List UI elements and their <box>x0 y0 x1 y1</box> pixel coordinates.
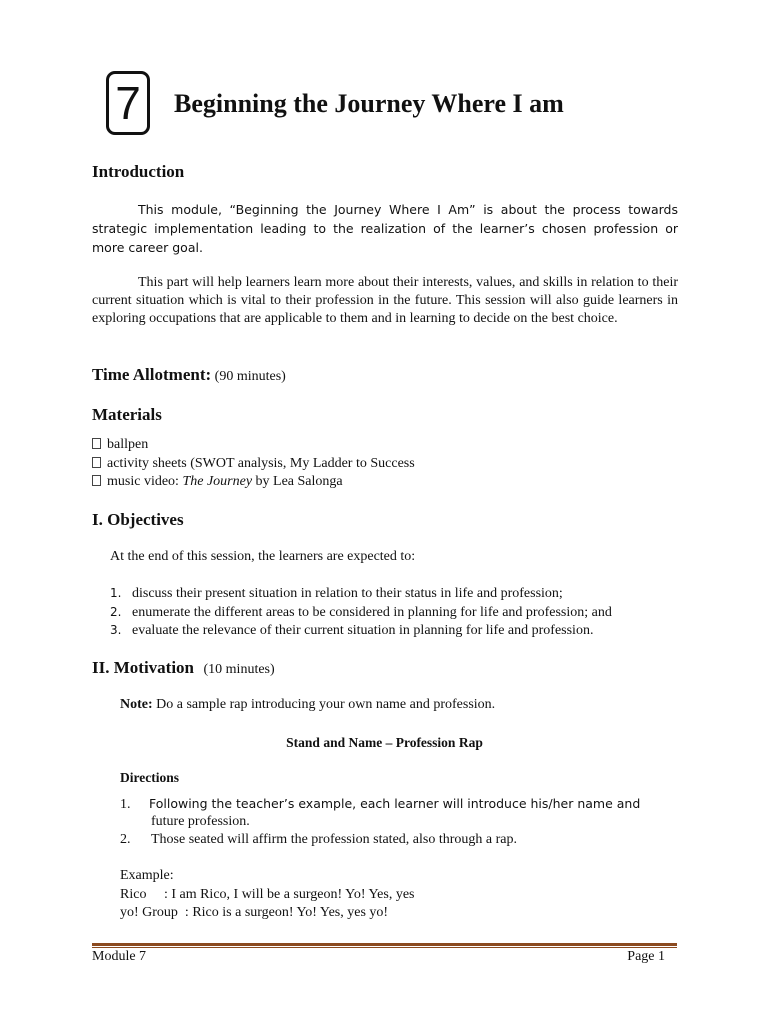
example-label: Example: <box>120 868 174 883</box>
note-text: Do a sample rap introducing your own name and profession. <box>152 697 496 712</box>
direction-number: 2. <box>120 832 131 847</box>
objective-text: discuss their present situation in relation to their status in life and profession; <box>132 586 563 601</box>
material-text: activity sheets (SWOT analysis, My Ladder to Success <box>107 456 415 471</box>
objective-number: 1. <box>110 586 122 600</box>
material-item <box>92 473 343 491</box>
footer-rule-thin <box>92 947 677 948</box>
motivation-heading-text: II. Motivation <box>92 658 194 677</box>
time-allotment-value: (90 minutes) <box>214 369 286 384</box>
note-label: Note: <box>120 697 153 712</box>
material-text: music video: <box>107 474 183 489</box>
objective-text: enumerate the different areas to be considered in planning for life and profession; and <box>132 605 612 620</box>
footer-rule-thick <box>92 943 677 946</box>
checkbox-glyph-icon <box>92 438 101 449</box>
materials-heading: Materials <box>92 405 162 424</box>
introduction-paragraph-1 <box>92 201 678 258</box>
direction-item <box>120 831 517 849</box>
direction-number: 1. <box>120 797 131 812</box>
footer-page-number: Page 1 <box>627 949 665 964</box>
time-allotment-label: Time Allotment: <box>92 365 212 384</box>
objective-item <box>110 621 593 640</box>
motivation-minutes: (10 minutes) <box>203 662 275 677</box>
checkbox-glyph-icon <box>92 457 101 468</box>
objective-item <box>110 584 563 603</box>
footer-module: Module 7 <box>92 949 147 964</box>
objective-item <box>110 603 612 622</box>
direction-continuation: future profession. <box>151 814 250 829</box>
intro-para2-text: This part will help learners learn more about their interests, values, and skills in relation to their current situation which is vital to their profession in the future. This session will also guide learners in exploring occupations that are applicable to them and in learning to decide on the best choice. <box>92 275 678 326</box>
example-line: Rico : I am Rico, I will be a surgeon! Yo! Yes, yes <box>120 887 415 902</box>
introduction-paragraph-2 <box>92 274 678 328</box>
motivation-note <box>120 696 495 714</box>
direction-item <box>120 795 640 814</box>
material-item <box>92 455 415 473</box>
material-text: ballpen <box>107 437 149 452</box>
objective-text: evaluate the relevance of their current situation in planning for life and profession. <box>132 623 594 638</box>
directions-heading: Directions <box>120 770 179 785</box>
page-title: Beginning the Journey Where I am <box>174 89 564 118</box>
objective-number: 3. <box>110 623 122 637</box>
material-item <box>92 436 148 454</box>
direction-text: Those seated will affirm the profession stated, also through a rap. <box>151 832 517 847</box>
checkbox-glyph-icon <box>92 475 101 486</box>
objectives-intro: At the end of this session, the learners are expected to: <box>110 549 416 564</box>
video-title: The Journey <box>182 474 253 489</box>
module-number-box: 7 <box>106 71 150 135</box>
direction-text: Following the teacher’s example, each learner will introduce his/her name and <box>149 796 641 811</box>
example-line: yo! Group : Rico is a surgeon! Yo! Yes, yes yo! <box>120 905 389 920</box>
introduction-heading: Introduction <box>92 162 185 181</box>
motivation-heading <box>92 657 275 679</box>
objectives-heading: I. Objectives <box>92 510 184 529</box>
video-artist: by Lea Salonga <box>252 474 343 489</box>
objective-number: 2. <box>110 605 122 619</box>
intro-para1-text: This module, “Beginning the Journey Where I Am” is about the process towards strategic implementation leading to the realization of the learner’s chosen profession or more career goal. <box>92 202 678 255</box>
time-allotment <box>92 364 286 386</box>
activity-title: Stand and Name – Profession Rap <box>286 735 483 750</box>
